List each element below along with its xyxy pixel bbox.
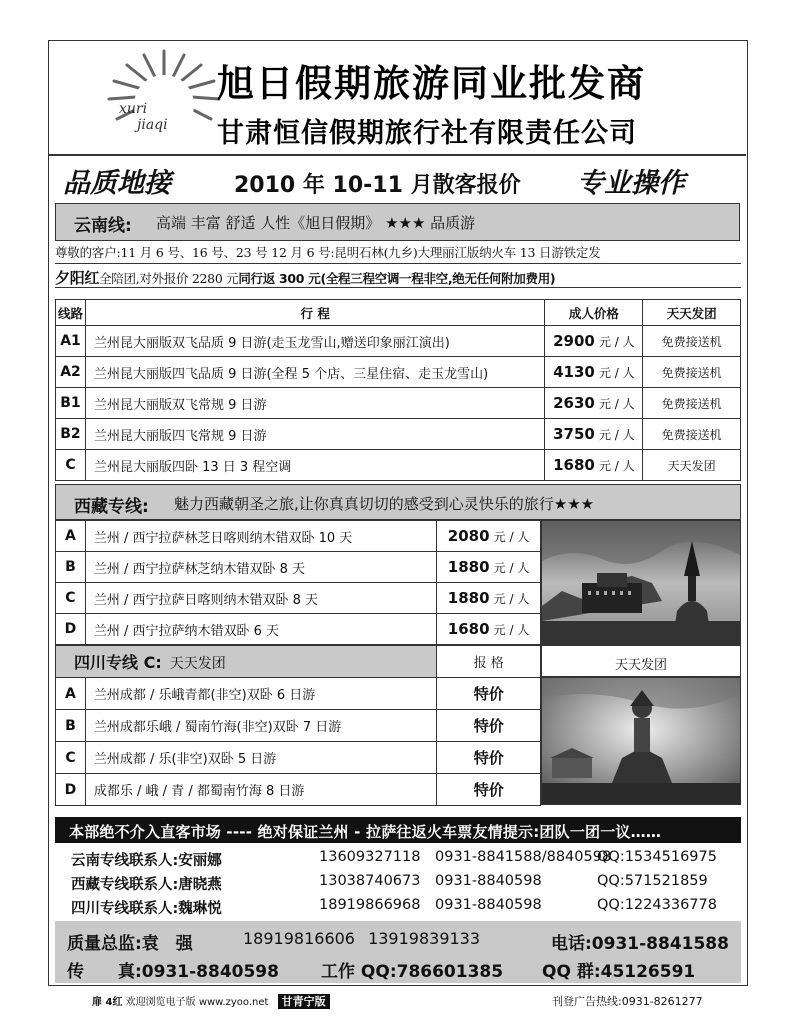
notice-rebate: 同行返 300 元(全程三程空调一程非空,绝无任何附加费用) — [238, 271, 556, 286]
route-code: B — [56, 710, 86, 742]
potala-palace-icon — [542, 521, 741, 645]
notice-underline — [55, 263, 741, 264]
banner-slogan-left: 品质地接 — [63, 168, 171, 199]
yunnan-tagline: 高端 丰富 舒适 人性《旭日假期》 ★★★ 品质游 — [156, 214, 476, 232]
col-header-price: 成人价格 — [545, 300, 643, 326]
route-price: 1680 元 / 人 — [545, 450, 643, 481]
table-row — [56, 419, 741, 450]
route-name: 兰州昆大丽版双飞品质 9 日游(走玉龙雪山,赠送印象丽江演出) — [85, 326, 544, 357]
route-price: 特价 — [437, 710, 541, 742]
route-name: 兰州昆大丽版四卧 13 日 3 程空调 — [85, 450, 544, 481]
route-code: C — [56, 742, 86, 774]
notice-offer: 全陪团,对外报价 2280 元 — [99, 271, 239, 286]
route-name: 兰州成都 / 乐(非空)双卧 5 日游 — [85, 742, 436, 774]
route-price: 特价 — [437, 774, 541, 806]
page-footer — [92, 990, 732, 1010]
contact-qq: QQ:1224336778 — [597, 897, 717, 913]
contact-name: 云南专线联系人:安丽娜 — [71, 853, 222, 869]
tibet-tagline: 魅力西藏朝圣之旅,让你真真切切的感受到心灵快乐的旅行★★★ — [174, 495, 595, 513]
route-price: 3750 元 / 人 — [545, 419, 643, 450]
route-code: A2 — [56, 357, 86, 388]
contact-mobile: 13038740673 — [319, 873, 421, 889]
edition-tag: 甘青宁版 — [278, 994, 330, 1009]
tibet-price-table — [55, 520, 541, 645]
sichuan-section-header — [56, 646, 541, 678]
table-row — [56, 552, 541, 583]
route-departure: 免费接送机 — [643, 357, 741, 388]
contact-row-tibet — [49, 873, 746, 897]
route-name: 兰州成都 / 乐峨青都(非空)双卧 6 日游 — [85, 678, 436, 710]
work-qq: 工作 QQ:786601385 — [321, 962, 504, 982]
col-header-departure: 天天发团 — [643, 300, 741, 326]
table-row — [56, 774, 541, 806]
contact-name: 四川专线联系人:魏琳悦 — [71, 901, 222, 917]
route-name: 兰州昆大丽版双飞常规 9 日游 — [85, 388, 544, 419]
yunnan-notice-line1: 尊敬的客户:11 月 6 号、16 号、23 号 12 月 6 号:昆明石林(九乡)大理丽江版纳火车 13 日游铁定发 — [55, 245, 601, 260]
sichuan-header-cell — [56, 646, 437, 678]
potala-palace-photo — [541, 520, 741, 645]
logo-text-xuri: xuri — [119, 101, 148, 117]
tibet-section-header — [55, 484, 741, 520]
photo-header: 天天发团 — [541, 645, 741, 677]
ad-hotline: 刊登广告热线:0931-8261277 — [552, 995, 703, 1008]
table-row — [56, 357, 741, 388]
contact-qq: QQ:571521859 — [597, 873, 708, 889]
route-price: 2900 元 / 人 — [545, 326, 643, 357]
quality-director: 质量总监:袁 强 — [67, 934, 193, 954]
route-price: 特价 — [437, 742, 541, 774]
notice-brand: 夕阳红 — [55, 269, 100, 287]
qq-group: QQ 群:45126591 — [542, 962, 696, 982]
route-code: A — [56, 521, 86, 552]
table-row — [56, 521, 541, 552]
route-price: 1880 元 / 人 — [437, 552, 541, 583]
route-name: 兰州 / 西宁拉萨纳木错双卧 6 天 — [85, 614, 436, 645]
route-code: B2 — [56, 419, 86, 450]
route-code: B1 — [56, 388, 86, 419]
route-departure: 免费接送机 — [643, 388, 741, 419]
contact-qq: QQ:1534516975 — [597, 849, 717, 865]
contact-tel: 0931-8841588/8840598 — [435, 849, 612, 865]
table-row — [56, 583, 541, 614]
table-row — [56, 388, 741, 419]
buddha-statue-icon — [542, 678, 741, 805]
route-code: C — [56, 583, 86, 614]
col-header-route: 行 程 — [85, 300, 544, 326]
route-code: D — [56, 614, 86, 645]
route-code: A1 — [56, 326, 86, 357]
route-price: 特价 — [437, 678, 541, 710]
footer-website-text: 欢迎浏览电子版 www.zyoo.net — [125, 997, 269, 1008]
route-name: 兰州 / 西宁拉萨林芝日喀则纳木错双卧 10 天 — [85, 521, 436, 552]
yunnan-label: 云南线: — [74, 216, 132, 236]
route-code: B — [56, 552, 86, 583]
page-title: 旭日假期旅游同业批发商 — [217, 62, 646, 105]
banner-date-title: 2010 年 10-11 月散客报价 — [234, 173, 521, 198]
header — [49, 41, 746, 156]
sichuan-label: 四川专线 C: — [74, 653, 162, 672]
route-name: 兰州 / 西宁拉萨林芝纳木错双卧 8 天 — [85, 552, 436, 583]
table-row — [56, 678, 541, 710]
route-price: 4130 元 / 人 — [545, 357, 643, 388]
route-code: D — [56, 774, 86, 806]
contact-row-yunnan — [49, 849, 746, 873]
notice-bar: 本部绝不介入直客市场 ---- 绝对保证兰州 - 拉萨往返火车票友情提示:团队一团一议…… — [55, 817, 741, 843]
ad-sheet — [48, 40, 748, 986]
contact-name: 西藏专线联系人:唐晓燕 — [71, 877, 222, 893]
contact-row-sichuan — [49, 897, 746, 921]
contact-tel: 0931-8840598 — [435, 897, 542, 913]
sichuan-tagline: 天天发团 — [169, 656, 226, 672]
company-contact-box — [55, 921, 741, 983]
notice-underline — [55, 287, 741, 288]
page-number: 扉 4 — [92, 997, 113, 1008]
page-tag-red: 红 — [112, 997, 123, 1008]
table-row — [56, 710, 541, 742]
banner-slogan-right: 专业操作 — [577, 168, 685, 199]
contact-mobile: 18919866968 — [319, 897, 421, 913]
footer-left — [92, 993, 330, 1009]
route-name: 兰州昆大丽版四飞品质 9 日游(全程 5 个店、三星住宿、走玉龙雪山) — [85, 357, 544, 388]
yunnan-price-table — [55, 299, 741, 481]
logo-text-jiaqi: jiaqi — [137, 117, 168, 133]
golden-buddha-photo — [541, 677, 741, 805]
route-code: C — [56, 450, 86, 481]
route-departure: 天天发团 — [643, 450, 741, 481]
route-price: 2080 元 / 人 — [437, 521, 541, 552]
office-tel: 电话:0931-8841588 — [551, 934, 729, 954]
office-fax: 传 真:0931-8840598 — [67, 962, 279, 982]
route-price: 2630 元 / 人 — [545, 388, 643, 419]
col-header-code: 线路 — [56, 300, 86, 326]
route-name: 兰州成都乐峨 / 蜀南竹海(非空)双卧 7 日游 — [85, 710, 436, 742]
contact-mobile: 13609327118 — [319, 849, 421, 865]
route-price: 1880 元 / 人 — [437, 583, 541, 614]
table-row — [56, 450, 741, 481]
yunnan-section-header — [55, 203, 740, 241]
tibet-label: 西藏专线: — [74, 497, 149, 517]
route-name: 兰州昆大丽版四飞常规 9 日游 — [85, 419, 544, 450]
yunnan-notice-line2 — [55, 267, 741, 288]
table-row — [56, 326, 741, 357]
company-name: 甘肃恒信假期旅行社有限责任公司 — [217, 118, 637, 149]
banner — [49, 158, 746, 204]
table-row — [56, 742, 541, 774]
route-code: A — [56, 678, 86, 710]
quality-director-phones: 18919816606 13919839133 — [243, 929, 481, 948]
contact-tel: 0931-8840598 — [435, 873, 542, 889]
col-header-price: 报 格 — [437, 646, 541, 678]
route-departure: 免费接送机 — [643, 326, 741, 357]
sichuan-price-table — [55, 645, 541, 806]
route-name: 兰州 / 西宁拉萨日喀则纳木错双卧 8 天 — [85, 583, 436, 614]
route-departure: 免费接送机 — [643, 419, 741, 450]
route-price: 1680 元 / 人 — [437, 614, 541, 645]
route-name: 成都乐 / 峨 / 青 / 都蜀南竹海 8 日游 — [85, 774, 436, 806]
table-row — [56, 614, 541, 645]
